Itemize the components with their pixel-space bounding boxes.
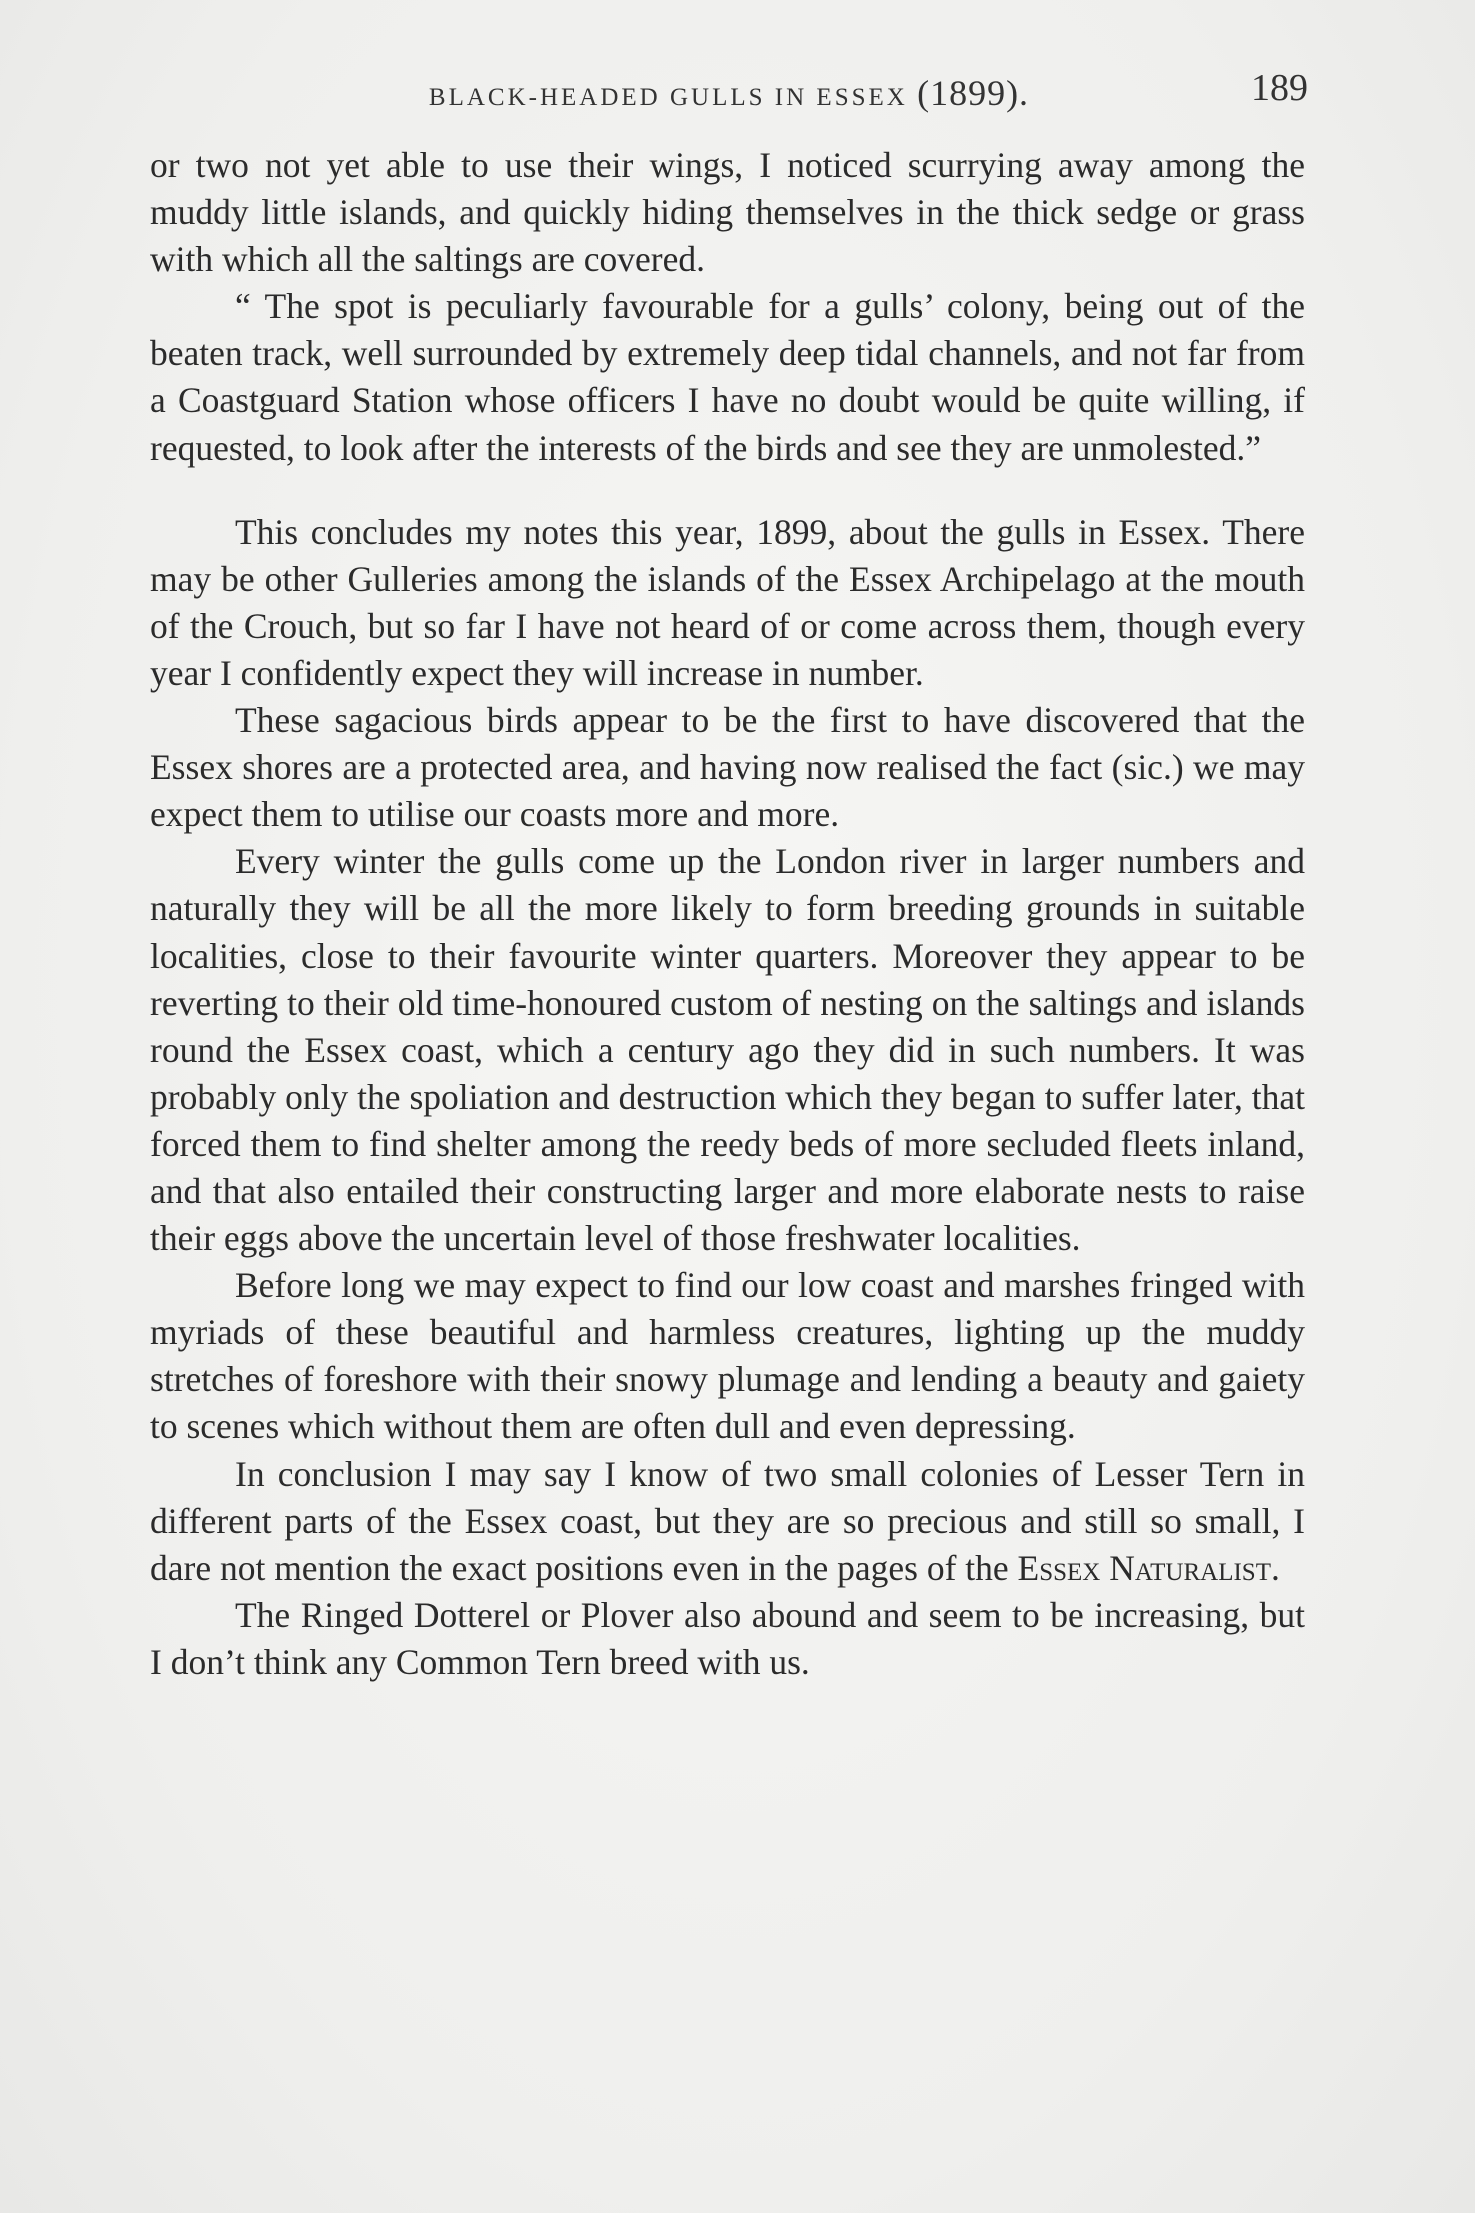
- page-number: 189: [1251, 67, 1308, 109]
- lesser-tern-period: .: [1270, 1547, 1280, 1588]
- running-head: [150, 66, 1308, 116]
- lesser-tern-text: In conclusion I may say I know of two small colonies of Lesser Tern in different parts of the Essex coast, but they are so precious and still so small, I dare not mention the exact positions even in the pages of the: [150, 1453, 1305, 1588]
- paragraph-quote: “ The spot is peculiarly favourable for a gulls’ colony, being out of the beaten track, well surrounded by extremely deep tidal channels, and not far from a Coastguard Station whose officers I have no doubt would be quite willing, if requested, to look after the interests of the birds and see they are unmolested.”: [150, 286, 1305, 468]
- paragraph-before-long: Before long we may expect to find our low coast and marshes fringed with myriads of these beautiful and harmless creatures, lighting up the muddy stretches of foreshore with their snowy plumage and lending a beauty and gaiety to scenes which without them are often dull and even depressing.: [150, 1265, 1305, 1447]
- paragraph-winter-gulls: Every winter the gulls come up the London river in larger numbers and naturally they will be all the more likely to form breeding grounds in suitable localities, close to their favourite winter quarters. Moreover they appear to be reverting to their old time-honoured custom of nesting on the saltings and islands round the Essex coast, which a century ago they did in such numbers. It was probably only the spoliation and destruction which they began to suffer later, that forced them to find shelter among the reedy beds of more secluded fleets inland, and that also entailed their constructing larger and more elaborate nests to raise their eggs above the uncertain level of those freshwater localities.: [150, 841, 1305, 1259]
- paragraph-conclusion-1899: This concludes my notes this year, 1899, about the gulls in Essex. There may be other Gulleries among the islands of the Essex Archipelago at the mouth of the Crouch, but so far I have not heard of or come across them, though every year I confidently expect they will increase in number.: [150, 511, 1305, 693]
- paragraph-continuation: or two not yet able to use their wings, I noticed scurrying away among the muddy little islands, and quickly hiding themselves in the thick sedge or grass with which all the saltings are covered.: [150, 145, 1305, 280]
- paragraph-lesser-tern: [150, 1451, 1305, 1592]
- running-title-text: BLACK-HEADED GULLS IN ESSEX: [428, 84, 908, 111]
- paragraph-sagacious-birds: These sagacious birds appear to be the first to have discovered that the Essex shores are a protected area, and having now realised the fact (sic.) we may expect them to utilise our coasts more and more.: [150, 700, 1305, 835]
- body-text: [150, 142, 1305, 1686]
- running-title-year: (1899).: [917, 73, 1030, 113]
- paragraph-ringed-dotterel: The Ringed Dotterel or Plover also abound and seem to be increasing, but I don’t think any Common Tern breed with us.: [150, 1594, 1305, 1682]
- journal-title: Essex Naturalist: [1017, 1547, 1271, 1588]
- running-title: [150, 72, 1308, 114]
